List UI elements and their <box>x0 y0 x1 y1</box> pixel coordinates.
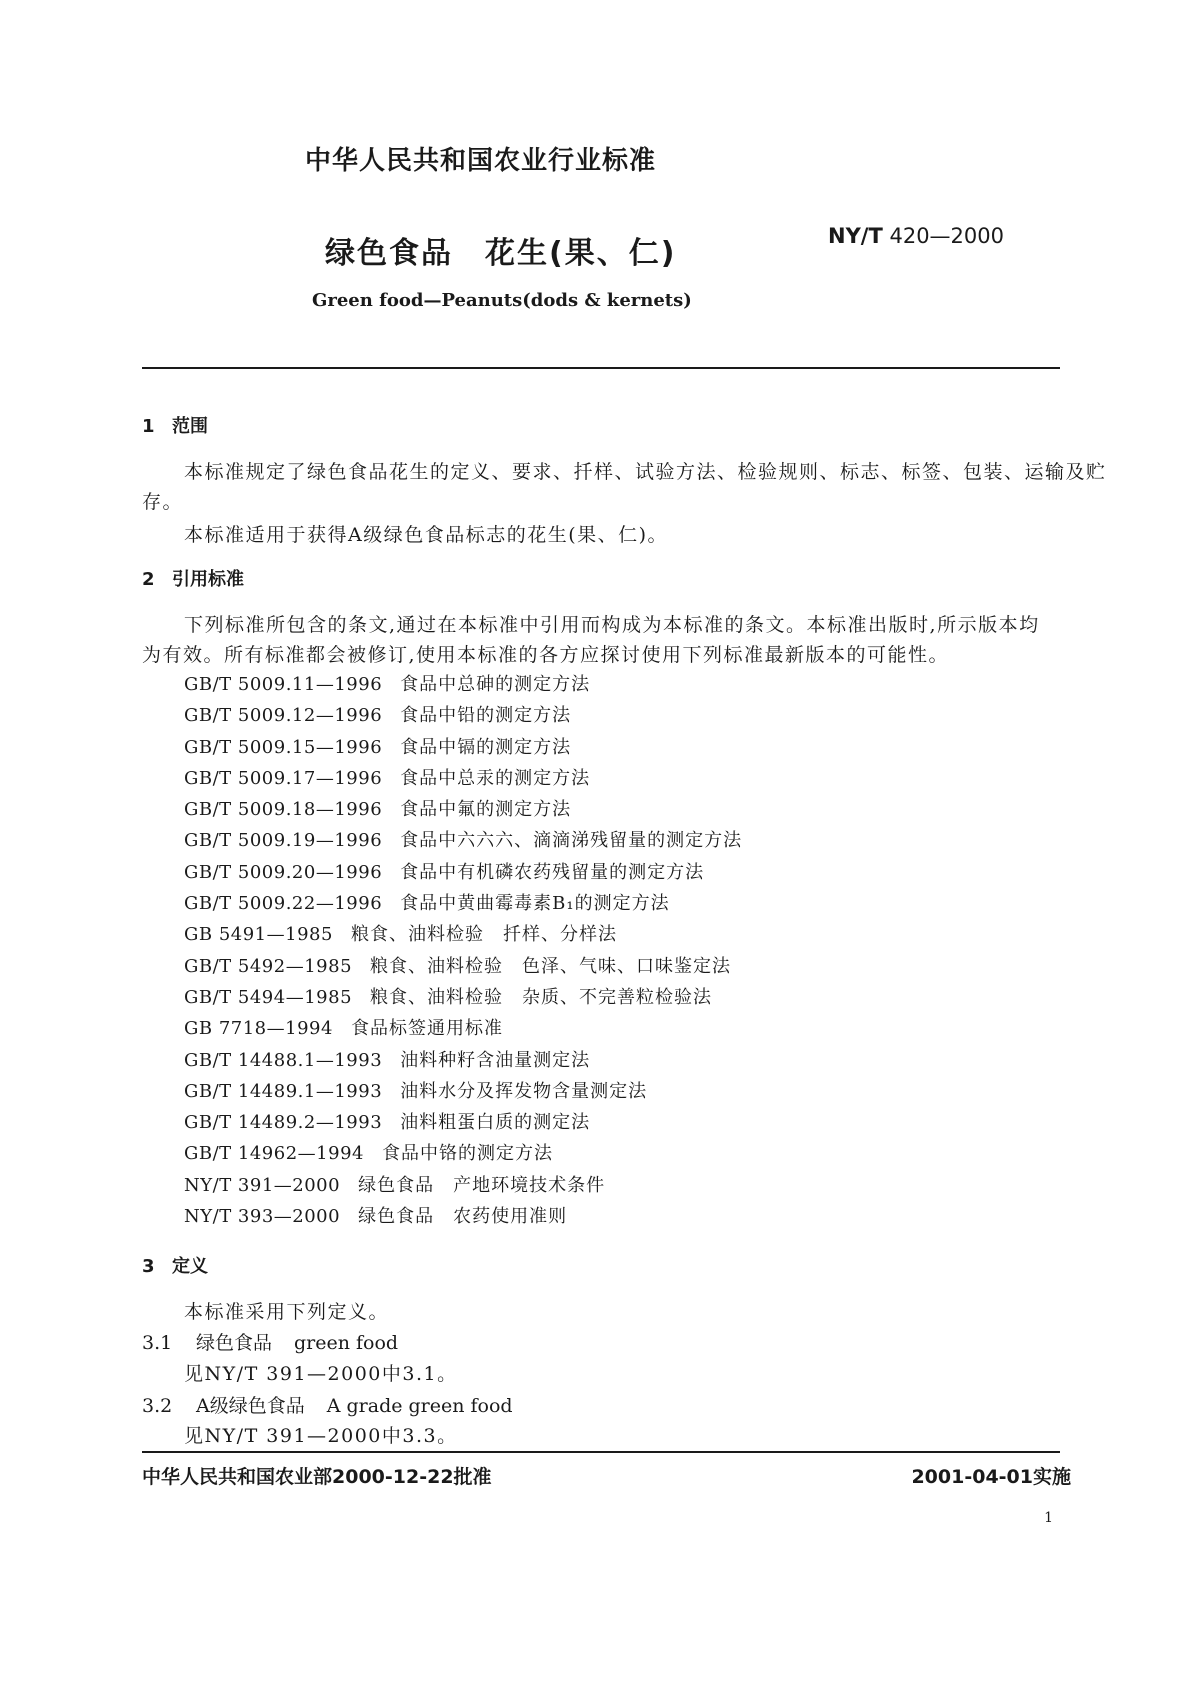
definition-number: 3.2 <box>142 1395 173 1417</box>
references-intro-line-2: 为有效。所有标准都会被修订,使用本标准的各方应探讨使用下列标准最新版本的可能性。 <box>142 644 950 666</box>
reference-item <box>184 889 742 920</box>
reference-item <box>184 1202 742 1233</box>
reference-item <box>184 764 742 795</box>
definition-ref-3-2: 见NY/T 391—2000中3.3。 <box>184 1425 458 1447</box>
reference-title: 油料粗蛋白质的测定法 <box>400 1112 591 1134</box>
reference-code: GB 5491—1985 <box>184 924 333 946</box>
reference-code: GB/T 5009.15—1996 <box>184 736 383 758</box>
reference-title: 食品中黄曲霉毒素B₁的测定方法 <box>400 893 670 915</box>
section-number: 3 <box>142 1256 155 1277</box>
reference-title: 食品中铬的测定方法 <box>381 1143 553 1165</box>
reference-code: GB/T 5492—1985 <box>184 955 353 977</box>
reference-code: GB/T 5009.19—1996 <box>184 830 383 852</box>
definition-number: 3.1 <box>142 1332 173 1354</box>
reference-code: GB/T 14962—1994 <box>184 1143 364 1165</box>
reference-item <box>184 733 742 764</box>
reference-item <box>184 1077 742 1108</box>
document-title: 绿色食品 花生(果、仁) <box>325 236 677 271</box>
standard-number <box>828 224 1004 248</box>
reference-title: 粮食、油料检验 色泽、气味、口味鉴定法 <box>370 955 732 977</box>
definition-term-en: green food <box>294 1332 399 1354</box>
definition-term-3-1 <box>142 1328 398 1355</box>
reference-title: 食品中六六六、滴滴涕残留量的测定方法 <box>400 830 743 852</box>
reference-code: GB/T 5009.20—1996 <box>184 861 383 883</box>
reference-item <box>184 983 742 1014</box>
approval-date: 中华人民共和国农业部2000-12-22批准 <box>142 1466 492 1488</box>
reference-title: 油料种籽含油量测定法 <box>400 1049 591 1071</box>
top-divider <box>142 367 1060 369</box>
reference-code: GB/T 14489.2—1993 <box>184 1112 383 1134</box>
reference-code: GB/T 14488.1—1993 <box>184 1049 383 1071</box>
reference-item <box>184 826 742 857</box>
effective-date: 2001-04-01实施 <box>911 1466 1071 1488</box>
english-title: Green food—Peanuts(dods & kernets) <box>312 290 692 311</box>
reference-item <box>184 1139 742 1170</box>
definition-term-cn: A级绿色食品 <box>196 1395 305 1417</box>
section-title: 范围 <box>172 416 208 437</box>
standard-prefix: NY/T <box>828 224 883 248</box>
reference-code: GB/T 14489.1—1993 <box>184 1080 383 1102</box>
definition-term-cn: 绿色食品 <box>196 1332 273 1354</box>
scope-paragraph-1-line-1: 本标准规定了绿色食品花生的定义、要求、扦样、试验方法、检验规则、标志、标签、包装、运输及贮 <box>184 461 1107 483</box>
reference-title: 食品中总汞的测定方法 <box>400 767 591 789</box>
reference-title: 粮食、油料检验 杂质、不完善粒检验法 <box>370 986 713 1008</box>
reference-code: GB/T 5009.17—1996 <box>184 767 383 789</box>
reference-code: GB/T 5009.11—1996 <box>184 674 383 695</box>
section-title: 引用标准 <box>172 569 244 590</box>
page-number: 1 <box>1044 1510 1053 1526</box>
reference-item <box>184 1046 742 1077</box>
references-intro-line-1: 下列标准所包含的条文,通过在本标准中引用而构成为本标准的条文。本标准出版时,所示版本均 <box>184 614 1040 636</box>
reference-title: 食品标签通用标准 <box>350 1018 503 1040</box>
reference-item <box>184 670 742 701</box>
section-title: 定义 <box>172 1256 208 1277</box>
reference-code: GB/T 5009.12—1996 <box>184 705 383 727</box>
header-title: 中华人民共和国农业行业标准 <box>305 146 657 176</box>
standard-code: 420—2000 <box>889 224 1004 248</box>
definitions-intro: 本标准采用下列定义。 <box>184 1301 390 1323</box>
reference-title: 食品中总砷的测定方法 <box>400 674 591 695</box>
reference-title: 粮食、油料检验 扦样、分样法 <box>350 924 617 946</box>
reference-code: GB/T 5009.22—1996 <box>184 893 383 915</box>
section-number: 2 <box>142 569 155 590</box>
reference-title: 食品中镉的测定方法 <box>400 736 572 758</box>
reference-title: 食品中有机磷农药残留量的测定方法 <box>400 861 705 883</box>
reference-title: 绿色食品 农药使用准则 <box>358 1206 568 1228</box>
reference-title: 食品中铅的测定方法 <box>400 705 572 727</box>
section-heading-references <box>142 565 244 591</box>
section-heading-scope <box>142 412 208 438</box>
reference-code: NY/T 393—2000 <box>184 1206 341 1228</box>
scope-paragraph-1-line-2: 存。 <box>142 491 184 513</box>
reference-item <box>184 1108 742 1139</box>
reference-title: 油料水分及挥发物含量测定法 <box>400 1080 648 1102</box>
reference-title: 食品中氟的测定方法 <box>400 799 572 821</box>
reference-item <box>184 1171 742 1202</box>
reference-list <box>184 670 742 1233</box>
scope-paragraph-2: 本标准适用于获得A级绿色食品标志的花生(果、仁)。 <box>184 524 669 546</box>
definition-term-en: A grade green food <box>326 1395 513 1417</box>
reference-code: NY/T 391—2000 <box>184 1174 341 1196</box>
reference-item <box>184 701 742 732</box>
reference-item <box>184 858 742 889</box>
reference-item <box>184 952 742 983</box>
reference-item <box>184 1014 742 1045</box>
reference-code: GB/T 5009.18—1996 <box>184 799 383 821</box>
section-number: 1 <box>142 416 155 437</box>
definition-ref-3-1: 见NY/T 391—2000中3.1。 <box>184 1363 458 1385</box>
reference-item <box>184 920 742 951</box>
bottom-divider <box>142 1451 1060 1453</box>
reference-code: GB 7718—1994 <box>184 1018 333 1040</box>
reference-title: 绿色食品 产地环境技术条件 <box>358 1174 606 1196</box>
definition-term-3-2 <box>142 1391 513 1418</box>
section-heading-definitions <box>142 1252 208 1278</box>
reference-code: GB/T 5494—1985 <box>184 986 353 1008</box>
reference-item <box>184 795 742 826</box>
